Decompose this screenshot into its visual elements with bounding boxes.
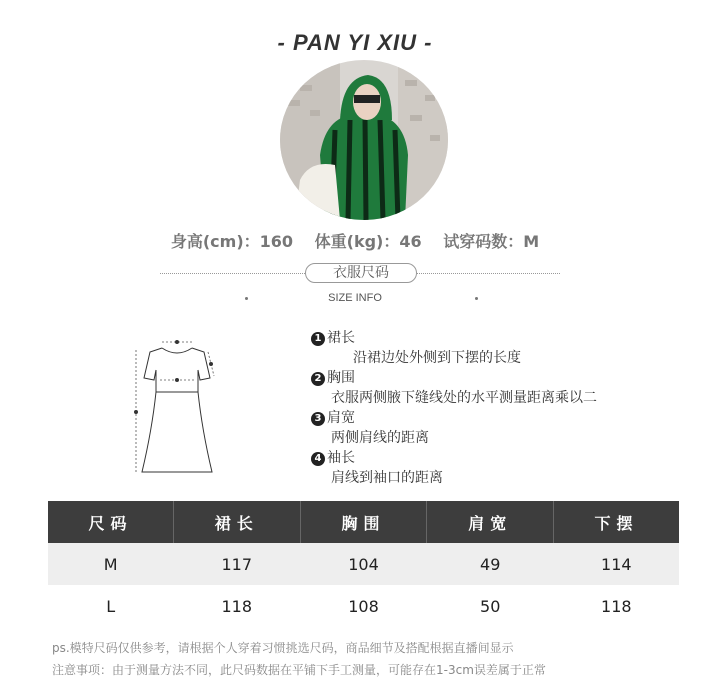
decor-dot-left — [245, 297, 248, 300]
header-bust: 胸围 — [300, 501, 427, 543]
cell-size: M — [48, 543, 173, 585]
dress-diagram — [130, 330, 225, 480]
table-row — [48, 585, 679, 627]
legend-desc-4: 肩线到袖口的距离 — [331, 470, 443, 486]
legend-desc-1: 沿裙边处外侧到下摆的长度 — [353, 350, 521, 366]
legend-num-2: 2 — [311, 372, 325, 386]
legend-label-3: 肩宽 — [327, 410, 355, 426]
model-photo — [280, 60, 448, 220]
note-reference: ps.模特尺码仅供参考，请根据个人穿着习惯挑选尺码，商品细节及搭配根据直播间显示 — [52, 641, 514, 655]
legend-desc-2: 衣服两侧腋下缝线处的水平测量距离乘以二 — [331, 390, 597, 406]
model-weight: 体重(kg)：46 — [314, 232, 422, 251]
cell-size: L — [48, 585, 173, 627]
legend-title-2 — [311, 368, 597, 388]
decor-dot-right — [475, 297, 478, 300]
legend-label-2: 胸围 — [327, 370, 355, 386]
legend-title-4 — [311, 448, 597, 468]
model-size: 试穿码数：M — [443, 232, 540, 251]
cell-shoulder: 49 — [427, 543, 554, 585]
legend-label-1: 裙长 — [327, 330, 355, 346]
table-row — [48, 543, 679, 585]
divider-right — [415, 273, 560, 274]
header-size: 尺码 — [48, 501, 173, 543]
cell-hem: 118 — [554, 585, 679, 627]
legend-title-3 — [311, 408, 597, 428]
size-table — [48, 501, 679, 627]
legend-desc-3: 两侧肩线的距离 — [331, 430, 429, 446]
legend-label-4: 袖长 — [327, 450, 355, 466]
divider-left — [160, 273, 305, 274]
cell-shoulder: 50 — [427, 585, 554, 627]
cell-length: 117 — [173, 543, 300, 585]
legend-num-4: 4 — [311, 452, 325, 466]
brand-title: - PAN YI XIU - — [277, 30, 433, 55]
model-stats — [0, 229, 710, 252]
section-title: 衣服尺码 — [305, 263, 417, 283]
model-height: 身高(cm)：160 — [170, 232, 294, 251]
header-length: 裙长 — [173, 501, 300, 543]
cell-bust: 104 — [300, 543, 427, 585]
section-subtitle: SIZE INFO — [328, 292, 382, 304]
cell-length: 118 — [173, 585, 300, 627]
legend-num-1: 1 — [311, 332, 325, 346]
measurement-legend — [311, 328, 597, 488]
size-table-header — [48, 501, 679, 543]
cell-hem: 114 — [554, 543, 679, 585]
legend-title-1 — [311, 328, 597, 348]
legend-num-3: 3 — [311, 412, 325, 426]
note-measurement: 注意事项：由于测量方法不同，此尺码数据在平铺下手工测量，可能存在1-3cm误差属于正常 — [52, 663, 546, 677]
cell-bust: 108 — [300, 585, 427, 627]
header-shoulder: 肩宽 — [427, 501, 554, 543]
header-hem: 下摆 — [554, 501, 679, 543]
